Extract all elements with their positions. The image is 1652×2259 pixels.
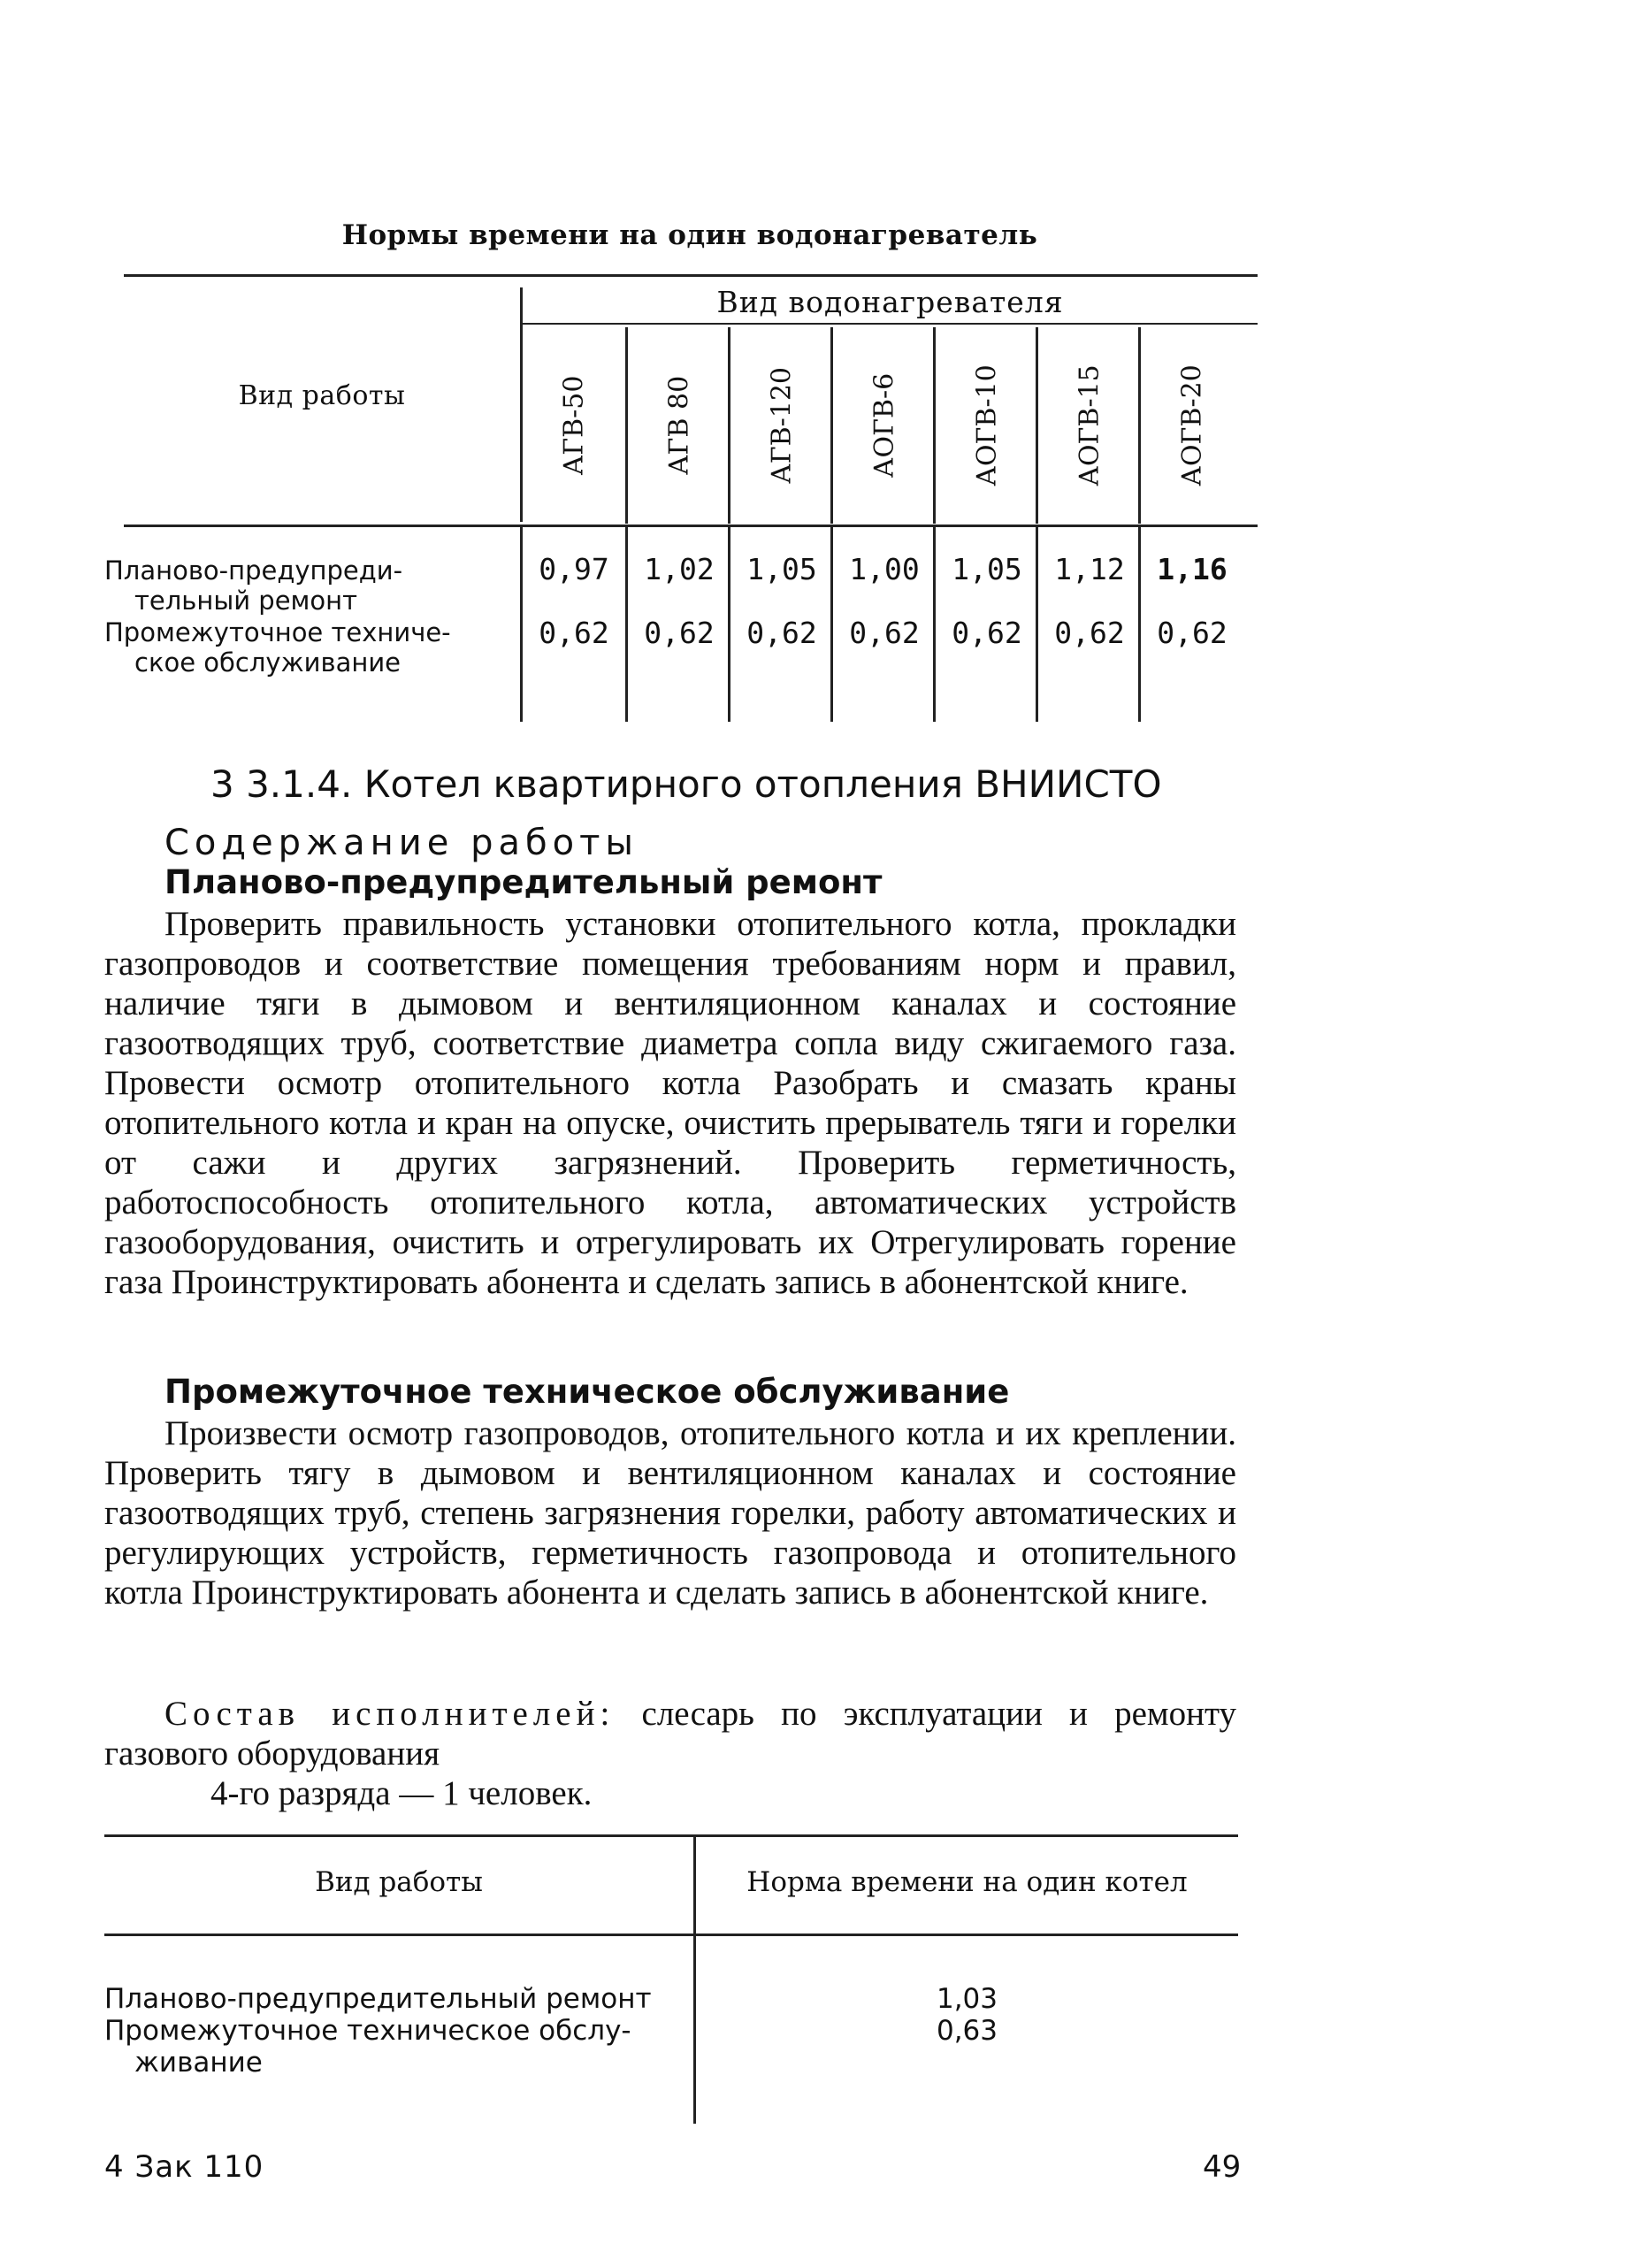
row-label-line: Промежуточное техническое обслу- [104, 2015, 631, 2047]
pto-paragraph: Произвести осмотр газопроводов, отопительного котла и их креплении. Проверить тягу в дымовом и вентиляционном каналах и состояние газоотводящих труб, степень загрязнения горелки, работу автоматических и регулирующих устройств, герметичность газопровода и отопительного котла Проинструктировать абонента и сделать запись в абонентской книге. [104, 1414, 1236, 1612]
table-cell: 0,62 [539, 616, 609, 650]
table1-column-header [625, 327, 730, 524]
table-cell: 0,63 [936, 2015, 998, 2047]
ppr-heading: Планово-предупредительный ремонт [164, 863, 883, 901]
table-cell: 1,12 [1054, 552, 1125, 586]
table-cell: 1,05 [746, 552, 817, 586]
table2-norm-header: Норма времени на один котел [746, 1866, 1188, 1898]
table1-column-header [933, 327, 1038, 524]
table1-row-label [104, 617, 520, 678]
table2-top-rule [104, 1834, 1238, 1837]
table-cell: 0,62 [644, 616, 715, 650]
print-order-mark: 4 Зак 110 [104, 2149, 264, 2185]
table1-top-rule [124, 274, 1258, 277]
row-label-line: Планово-предупреди- [104, 555, 403, 586]
table1-column-header [1036, 327, 1141, 524]
table1-group-header: Вид водонагревателя [716, 285, 1064, 319]
table1-column-header [728, 327, 833, 524]
table-cell: 1,00 [849, 552, 920, 586]
table1-value-column [830, 527, 936, 722]
row-label-line: Промежуточное техниче- [104, 617, 451, 647]
table1-work-header: Вид работы [238, 380, 406, 411]
table-cell: 1,02 [644, 552, 715, 586]
table1-row-label [104, 555, 520, 616]
table1-column-header [1138, 327, 1243, 524]
row-label-line: ское обслуживание [134, 647, 402, 678]
table2-row-labels [104, 1983, 688, 2079]
table2-header-rule [104, 1934, 1238, 1936]
column-label: АОГВ-20 [1176, 364, 1208, 486]
table1-value-column [933, 527, 1038, 722]
table1-title: Нормы времени на один водонагреватель [341, 219, 1038, 251]
table-cell: 0,62 [952, 616, 1022, 650]
column-label: АГВ-50 [558, 375, 590, 476]
table-cell: 0,62 [746, 616, 817, 650]
staff-text: слесарь по эксплуатации и ремонту газового оборудования [104, 1695, 1236, 1773]
row-label-line: тельный ремонт [134, 586, 358, 616]
table-cell: 0,62 [1157, 616, 1228, 650]
table-cell: 1,16 [1157, 552, 1228, 586]
table1-column-header [523, 327, 625, 524]
column-label: АОГВ-15 [1074, 364, 1105, 486]
table1-value-column [625, 527, 730, 722]
staff-paragraph [104, 1694, 1236, 1773]
staff-grade: 4-го разряда — 1 человек. [210, 1774, 593, 1812]
section-heading: 3 3.1.4. Котел квартирного отопления ВНИИСТО [210, 762, 1162, 806]
ppr-paragraph: Проверить правильность установки отопительного котла, прокладки газопроводов и соответствие помещения требованиям норм и правил, наличие тяги в дымовом и вентиляционном каналах и состояние газоотводящих труб, соответствие диаметра сопла виду сжигаемого газа. Провести осмотр отопительного котла Разобрать и смазать краны отопительного котла и кран на опуске, очистить прерыватель тяги и горелки от сажи и других загрязнений. Проверить герметичность, работоспособность отопительного котла, автоматических устройств газооборудования, очистить и отрегулировать их Отрегулировать горение газа Проинструктировать абонента и сделать запись в абонентской книге. [104, 905, 1236, 1301]
table-cell: 1,03 [936, 1983, 998, 2015]
row-label-line: Планово-предупредительный ремонт [104, 1983, 652, 2015]
table-cell: 1,05 [952, 552, 1022, 586]
table1-value-column [728, 527, 833, 722]
staff-label: Состав исполнителей: [164, 1695, 616, 1733]
table-cell: 0,97 [539, 552, 609, 586]
row-label-line: живание [134, 2047, 263, 2079]
table2-work-header: Вид работы [315, 1866, 483, 1898]
table1-group-rule [523, 323, 1258, 325]
column-label: АОГВ-6 [868, 372, 900, 479]
table-cell: 0,62 [1054, 616, 1125, 650]
column-label: АГВ 80 [663, 375, 695, 476]
pto-heading: Промежуточное техническое обслуживание [164, 1373, 1010, 1411]
table1-value-column [1138, 527, 1243, 722]
table-cell: 0,62 [849, 616, 920, 650]
column-label: АОГВ-10 [971, 364, 1003, 486]
content-label: Содержание работы [164, 823, 639, 863]
table1-value-column [523, 527, 625, 722]
table1-value-column [1036, 527, 1141, 722]
page-number: 49 [1203, 2149, 1242, 2185]
column-label: АГВ-120 [766, 366, 798, 485]
table1-column-header [830, 327, 936, 524]
table2-values [696, 1983, 1238, 2047]
